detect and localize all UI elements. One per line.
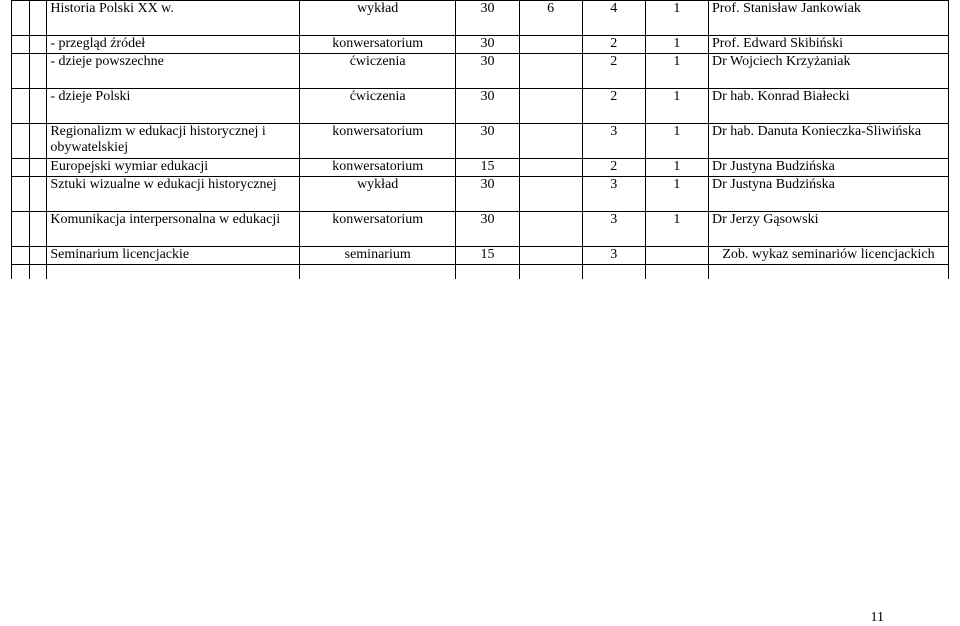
row-margin-cell (12, 36, 30, 54)
empty-cell (645, 265, 708, 280)
row-blank-cell (29, 89, 47, 124)
course-name: Europejski wymiar edukacji (47, 159, 300, 177)
empty-cell (47, 265, 300, 280)
course-extra: 2 (582, 89, 645, 124)
course-form: wykład (299, 1, 456, 36)
course-form: ćwiczenia (299, 54, 456, 89)
course-form: ćwiczenia (299, 89, 456, 124)
course-form: konwersatorium (299, 36, 456, 54)
course-teacher: Dr hab. Konrad Białecki (708, 89, 948, 124)
row-blank-cell (29, 212, 47, 247)
course-hours: 30 (456, 36, 519, 54)
row-blank-cell (29, 124, 47, 159)
row-blank-cell (29, 1, 47, 36)
course-hours: 15 (456, 159, 519, 177)
course-name: Seminarium licencjackie (47, 247, 300, 265)
empty-cell (708, 265, 948, 280)
row-blank-cell (29, 54, 47, 89)
course-semester: 1 (645, 159, 708, 177)
course-name: Komunikacja interpersonalna w edukacji (47, 212, 300, 247)
empty-cell (456, 265, 519, 280)
course-ects (519, 177, 582, 212)
course-extra: 2 (582, 159, 645, 177)
course-semester: 1 (645, 212, 708, 247)
course-name: Sztuki wizualne w edukacji historycznej (47, 177, 300, 212)
page-number: 11 (870, 610, 884, 625)
course-teacher: Prof. Edward Skibiński (708, 36, 948, 54)
empty-cell (582, 265, 645, 280)
course-semester (645, 247, 708, 265)
course-extra: 2 (582, 36, 645, 54)
table-row (12, 89, 949, 124)
course-ects (519, 54, 582, 89)
course-ects (519, 89, 582, 124)
empty-cell (299, 265, 456, 280)
table-row-empty (12, 265, 949, 280)
course-teacher: Dr Jerzy Gąsowski (708, 212, 948, 247)
row-margin-cell (12, 177, 30, 212)
course-teacher: Dr Justyna Budzińska (708, 159, 948, 177)
row-blank-cell (29, 36, 47, 54)
course-hours: 30 (456, 124, 519, 159)
row-blank-cell (29, 247, 47, 265)
row-blank-cell (29, 177, 47, 212)
course-form: konwersatorium (299, 212, 456, 247)
course-form: konwersatorium (299, 159, 456, 177)
row-margin-cell (12, 54, 30, 89)
course-name: - dzieje powszechne (47, 54, 300, 89)
course-name: Historia Polski XX w. (47, 1, 300, 36)
course-hours: 30 (456, 177, 519, 212)
course-ects: 6 (519, 1, 582, 36)
row-margin-cell (12, 89, 30, 124)
course-name: - dzieje Polski (47, 89, 300, 124)
course-teacher: Dr Wojciech Krzyżaniak (708, 54, 948, 89)
table-row (12, 36, 949, 54)
course-semester: 1 (645, 89, 708, 124)
row-margin-cell (12, 1, 30, 36)
table-row (12, 159, 949, 177)
course-ects (519, 212, 582, 247)
table-row (12, 124, 949, 159)
row-blank-cell (29, 159, 47, 177)
empty-cell (12, 265, 30, 280)
table-row (12, 1, 949, 36)
course-semester: 1 (645, 124, 708, 159)
row-margin-cell (12, 124, 30, 159)
course-hours: 30 (456, 54, 519, 89)
course-name: Regionalizm w edukacji historycznej i obywatelskiej (47, 124, 300, 159)
course-teacher: Zob. wykaz seminariów licencjackich (708, 247, 948, 265)
empty-cell (519, 265, 582, 280)
course-extra: 3 (582, 177, 645, 212)
row-margin-cell (12, 159, 30, 177)
course-semester: 1 (645, 177, 708, 212)
course-semester: 1 (645, 1, 708, 36)
empty-cell (29, 265, 47, 280)
course-ects (519, 247, 582, 265)
table-row (12, 212, 949, 247)
course-ects (519, 159, 582, 177)
course-teacher: Dr Justyna Budzińska (708, 177, 948, 212)
course-teacher: Dr hab. Danuta Konieczka-Śliwińska (708, 124, 948, 159)
course-extra: 3 (582, 247, 645, 265)
course-form: seminarium (299, 247, 456, 265)
row-margin-cell (12, 212, 30, 247)
course-extra: 4 (582, 1, 645, 36)
course-extra: 3 (582, 212, 645, 247)
course-extra: 2 (582, 54, 645, 89)
course-extra: 3 (582, 124, 645, 159)
course-semester: 1 (645, 54, 708, 89)
row-margin-cell (12, 247, 30, 265)
course-hours: 30 (456, 212, 519, 247)
course-form: konwersatorium (299, 124, 456, 159)
course-name: - przegląd źródeł (47, 36, 300, 54)
table-row (12, 247, 949, 265)
table-row (12, 177, 949, 212)
course-ects (519, 36, 582, 54)
course-hours: 15 (456, 247, 519, 265)
course-table (11, 0, 949, 279)
table-row (12, 54, 949, 89)
course-semester: 1 (645, 36, 708, 54)
course-hours: 30 (456, 1, 519, 36)
course-teacher: Prof. Stanisław Jankowiak (708, 1, 948, 36)
course-form: wykład (299, 177, 456, 212)
course-hours: 30 (456, 89, 519, 124)
course-ects (519, 124, 582, 159)
